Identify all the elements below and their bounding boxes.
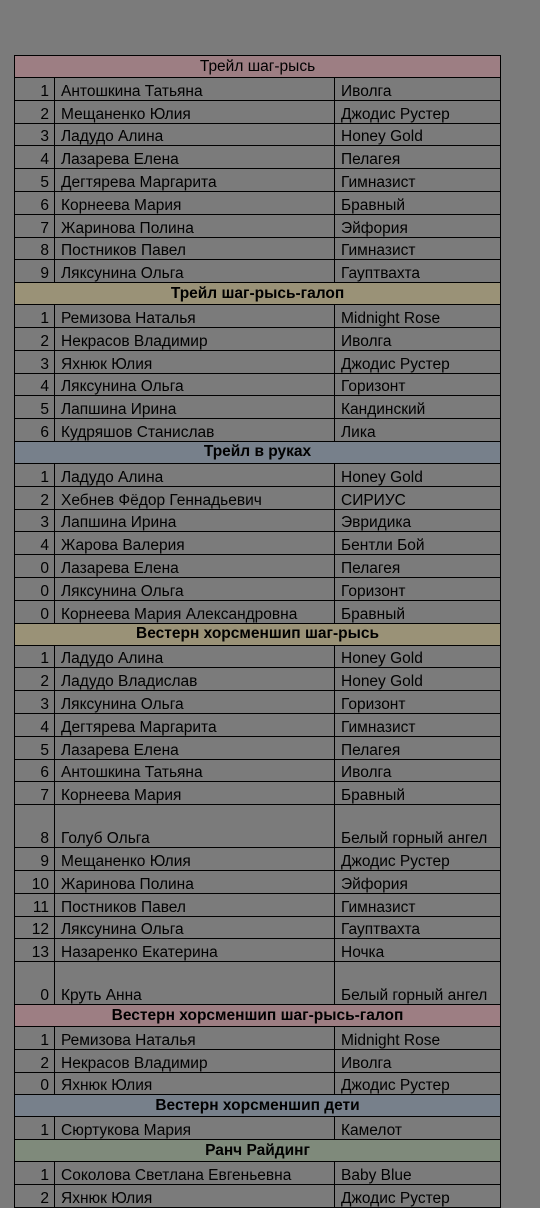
place-cell: 1 [15, 1027, 55, 1050]
rider-name-cell: Лапшина Ирина [55, 509, 335, 532]
rider-name-cell: Яхнюк Юлия [55, 1072, 335, 1095]
rider-name-cell: Жарова Валерия [55, 532, 335, 555]
place-cell: 4 [15, 146, 55, 169]
place-cell: 2 [15, 100, 55, 123]
rider-name-cell: Антошкина Татьяна [55, 759, 335, 782]
place-cell: 8 [15, 805, 55, 848]
horse-name-cell: Пелагея [335, 146, 501, 169]
place-cell: 6 [15, 759, 55, 782]
place-cell: 2 [15, 486, 55, 509]
rider-name-cell: Яхнюк Юлия [55, 350, 335, 373]
section-header-row [15, 1140, 501, 1162]
place-cell: 3 [15, 691, 55, 714]
place-cell: 12 [15, 916, 55, 939]
place-cell: 1 [15, 1117, 55, 1140]
place-cell: 1 [15, 463, 55, 486]
horse-name-cell: Белый горный ангел [335, 962, 501, 1005]
horse-name-cell: Лика [335, 419, 501, 442]
rider-name-cell: Ладудо Алина [55, 645, 335, 668]
section-title: Трейл шаг-рысь-галоп [15, 283, 501, 305]
table-row [15, 260, 501, 283]
table-row [15, 805, 501, 848]
place-cell: 3 [15, 350, 55, 373]
table-row [15, 509, 501, 532]
rider-name-cell: Корнеева Мария [55, 191, 335, 214]
table-row [15, 555, 501, 578]
rider-name-cell: Ляксунина Ольга [55, 260, 335, 283]
section-header-row [15, 441, 501, 463]
rider-name-cell: Постников Павел [55, 893, 335, 916]
horse-name-cell: Иволга [335, 759, 501, 782]
horse-name-cell: Иволга [335, 327, 501, 350]
place-cell: 5 [15, 736, 55, 759]
table-row [15, 939, 501, 962]
place-cell: 8 [15, 237, 55, 260]
section-title: Трейл шаг-рысь [15, 56, 501, 78]
place-cell: 1 [15, 78, 55, 101]
rider-name-cell: Яхнюк Юлия [55, 1185, 335, 1208]
table-row [15, 327, 501, 350]
table-row [15, 305, 501, 328]
rider-name-cell: Хебнев Фёдор Геннадьевич [55, 486, 335, 509]
place-cell: 4 [15, 713, 55, 736]
rider-name-cell: Ляксунина Ольга [55, 916, 335, 939]
horse-name-cell: Midnight Rose [335, 1027, 501, 1050]
table-row [15, 214, 501, 237]
horse-name-cell: Honey Gold [335, 645, 501, 668]
place-cell: 0 [15, 962, 55, 1005]
horse-name-cell: СИРИУС [335, 486, 501, 509]
horse-name-cell: Гимназист [335, 713, 501, 736]
table-row [15, 1162, 501, 1185]
place-cell: 1 [15, 645, 55, 668]
table-row [15, 373, 501, 396]
table-row [15, 691, 501, 714]
rider-name-cell: Ладудо Владислав [55, 668, 335, 691]
table-row [15, 668, 501, 691]
table-row [15, 962, 501, 1005]
horse-name-cell: Эвридика [335, 509, 501, 532]
table-row [15, 1185, 501, 1208]
place-cell: 0 [15, 1072, 55, 1095]
horse-name-cell: Джодис Рустер [335, 100, 501, 123]
table-row [15, 237, 501, 260]
rider-name-cell: Дегтярева Маргарита [55, 169, 335, 192]
horse-name-cell: Горизонт [335, 577, 501, 600]
place-cell: 5 [15, 396, 55, 419]
table-row [15, 645, 501, 668]
place-cell: 2 [15, 1185, 55, 1208]
table-row [15, 146, 501, 169]
horse-name-cell: Эйфория [335, 870, 501, 893]
rider-name-cell: Ляксунина Ольга [55, 691, 335, 714]
horse-name-cell: Midnight Rose [335, 305, 501, 328]
horse-name-cell: Ночка [335, 939, 501, 962]
table-row [15, 916, 501, 939]
rider-name-cell: Постников Павел [55, 237, 335, 260]
section-title: Вестерн хорсменшип дети [15, 1095, 501, 1117]
rider-name-cell: Назаренко Екатерина [55, 939, 335, 962]
rider-name-cell: Некрасов Владимир [55, 327, 335, 350]
rider-name-cell: Лазарева Елена [55, 736, 335, 759]
horse-name-cell: Пелагея [335, 736, 501, 759]
rider-name-cell: Корнеева Мария Александровна [55, 600, 335, 623]
horse-name-cell: Пелагея [335, 555, 501, 578]
table-row [15, 1117, 501, 1140]
place-cell: 10 [15, 870, 55, 893]
rider-name-cell: Жаринова Полина [55, 870, 335, 893]
horse-name-cell: Эйфория [335, 214, 501, 237]
horse-name-cell: Гимназист [335, 237, 501, 260]
table-row [15, 848, 501, 871]
horse-name-cell: Бентли Бой [335, 532, 501, 555]
table-row [15, 893, 501, 916]
rider-name-cell: Сюртукова Мария [55, 1117, 335, 1140]
horse-name-cell: Иволга [335, 78, 501, 101]
table-row [15, 350, 501, 373]
rider-name-cell: Ремизова Наталья [55, 1027, 335, 1050]
place-cell: 9 [15, 260, 55, 283]
rider-name-cell: Лапшина Ирина [55, 396, 335, 419]
horse-name-cell: Бравный [335, 600, 501, 623]
place-cell: 0 [15, 555, 55, 578]
table-row [15, 713, 501, 736]
section-title: Вестерн хорсменшип шаг-рысь [15, 623, 501, 645]
table-row [15, 486, 501, 509]
table-row [15, 419, 501, 442]
table-row [15, 463, 501, 486]
rider-name-cell: Ладудо Алина [55, 463, 335, 486]
horse-name-cell: Гауптвахта [335, 916, 501, 939]
table-row [15, 123, 501, 146]
rider-name-cell: Голуб Ольга [55, 805, 335, 848]
horse-name-cell: Джодис Рустер [335, 848, 501, 871]
section-header-row [15, 56, 501, 78]
table-row [15, 782, 501, 805]
table-row [15, 600, 501, 623]
horse-name-cell: Honey Gold [335, 668, 501, 691]
horse-name-cell: Baby Blue [335, 1162, 501, 1185]
horse-name-cell: Бравный [335, 782, 501, 805]
rider-name-cell: Соколова Светлана Евгеньевна [55, 1162, 335, 1185]
table-row [15, 78, 501, 101]
rider-name-cell: Некрасов Владимир [55, 1049, 335, 1072]
table-row [15, 1072, 501, 1095]
rider-name-cell: Лазарева Елена [55, 146, 335, 169]
horse-name-cell: Иволга [335, 1049, 501, 1072]
table-row [15, 532, 501, 555]
place-cell: 11 [15, 893, 55, 916]
place-cell: 0 [15, 577, 55, 600]
place-cell: 3 [15, 509, 55, 532]
section-header-row [15, 1005, 501, 1027]
results-table [14, 55, 501, 1208]
horse-name-cell: Камелот [335, 1117, 501, 1140]
place-cell: 6 [15, 191, 55, 214]
horse-name-cell: Белый горный ангел [335, 805, 501, 848]
section-title: Ранч Райдинг [15, 1140, 501, 1162]
horse-name-cell: Honey Gold [335, 123, 501, 146]
place-cell: 0 [15, 600, 55, 623]
rider-name-cell: Жаринова Полина [55, 214, 335, 237]
rider-name-cell: Лазарева Елена [55, 555, 335, 578]
horse-name-cell: Кандинский [335, 396, 501, 419]
table-row [15, 100, 501, 123]
table-row [15, 191, 501, 214]
table-row [15, 870, 501, 893]
table-row [15, 396, 501, 419]
place-cell: 4 [15, 532, 55, 555]
place-cell: 2 [15, 327, 55, 350]
horse-name-cell: Honey Gold [335, 463, 501, 486]
horse-name-cell: Бравный [335, 191, 501, 214]
horse-name-cell: Гимназист [335, 169, 501, 192]
rider-name-cell: Мещаненко Юлия [55, 848, 335, 871]
place-cell: 2 [15, 1049, 55, 1072]
table-row [15, 736, 501, 759]
results-table-body [15, 56, 501, 1208]
rider-name-cell: Антошкина Татьяна [55, 78, 335, 101]
place-cell: 1 [15, 1162, 55, 1185]
place-cell: 6 [15, 419, 55, 442]
place-cell: 4 [15, 373, 55, 396]
place-cell: 7 [15, 214, 55, 237]
rider-name-cell: Дегтярева Маргарита [55, 713, 335, 736]
rider-name-cell: Ляксунина Ольга [55, 577, 335, 600]
rider-name-cell: Кудряшов Станислав [55, 419, 335, 442]
place-cell: 3 [15, 123, 55, 146]
table-row [15, 1049, 501, 1072]
horse-name-cell: Джодис Рустер [335, 350, 501, 373]
place-cell: 5 [15, 169, 55, 192]
section-header-row [15, 283, 501, 305]
section-title: Трейл в руках [15, 441, 501, 463]
horse-name-cell: Горизонт [335, 373, 501, 396]
horse-name-cell: Горизонт [335, 691, 501, 714]
horse-name-cell: Джодис Рустер [335, 1072, 501, 1095]
place-cell: 2 [15, 668, 55, 691]
rider-name-cell: Ладудо Алина [55, 123, 335, 146]
rider-name-cell: Круть Анна [55, 962, 335, 1005]
table-row [15, 577, 501, 600]
horse-name-cell: Гимназист [335, 893, 501, 916]
place-cell: 13 [15, 939, 55, 962]
rider-name-cell: Мещаненко Юлия [55, 100, 335, 123]
rider-name-cell: Ремизова Наталья [55, 305, 335, 328]
rider-name-cell: Корнеева Мария [55, 782, 335, 805]
table-row [15, 1027, 501, 1050]
rider-name-cell: Ляксунина Ольга [55, 373, 335, 396]
section-title: Вестерн хорсменшип шаг-рысь-галоп [15, 1005, 501, 1027]
place-cell: 7 [15, 782, 55, 805]
section-header-row [15, 623, 501, 645]
section-header-row [15, 1095, 501, 1117]
place-cell: 9 [15, 848, 55, 871]
horse-name-cell: Джодис Рустер [335, 1185, 501, 1208]
table-row [15, 169, 501, 192]
table-row [15, 759, 501, 782]
place-cell: 1 [15, 305, 55, 328]
horse-name-cell: Гауптвахта [335, 260, 501, 283]
